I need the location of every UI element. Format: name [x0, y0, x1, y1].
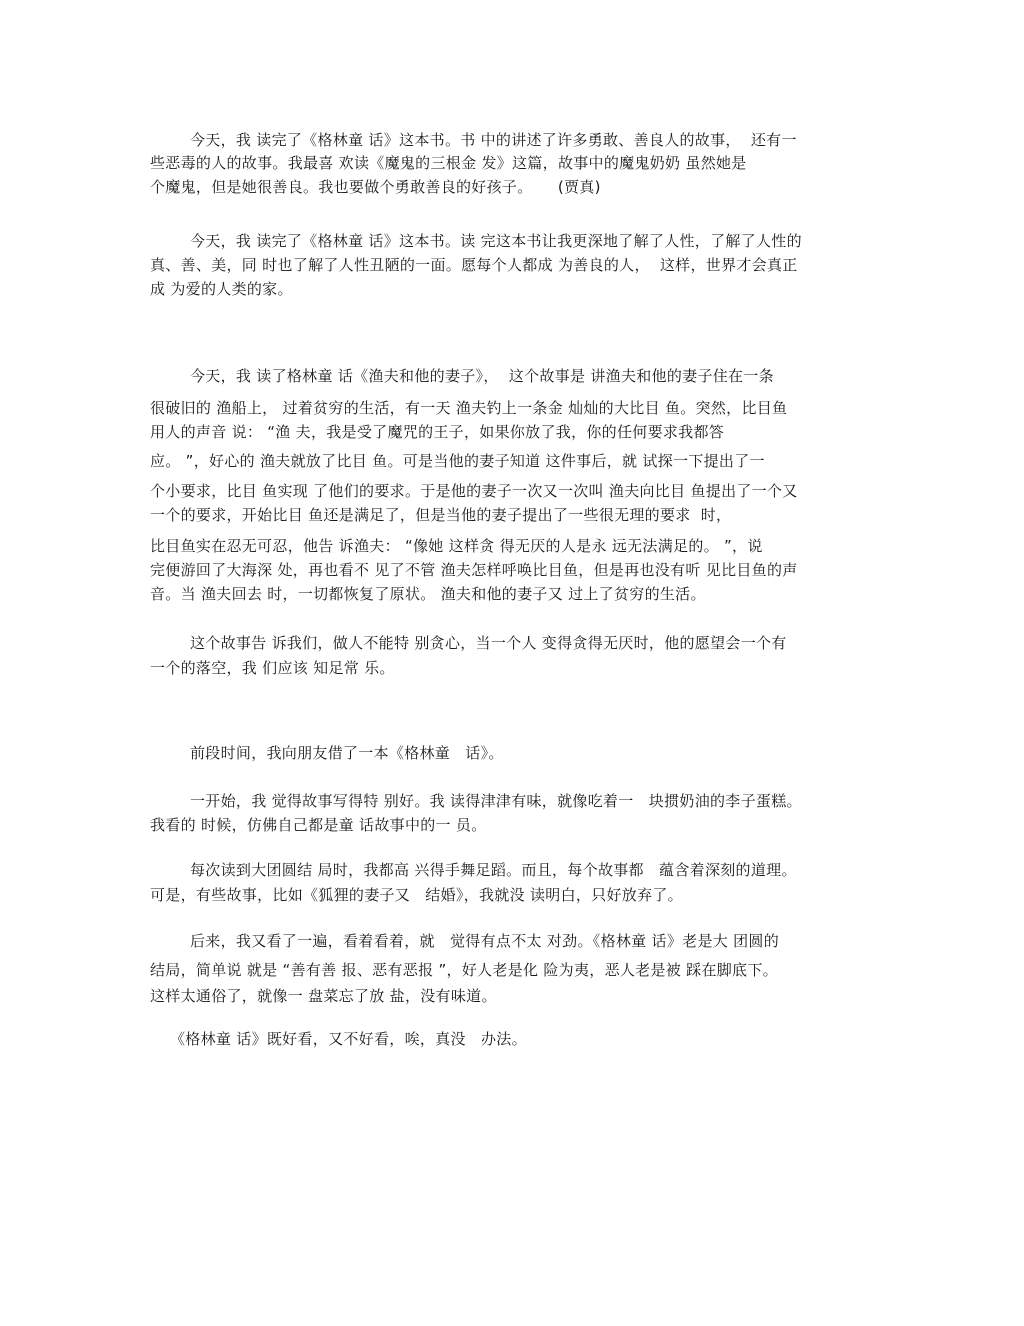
text-line: 一开始，我 觉得故事写得特 别好。我 读得津津有味，就像吃着一 块掼奶油的李子蛋糕。	[190, 792, 802, 810]
text-line: 完便游回了大海深 处，再也看不 见了不管 渔夫怎样呼唤比目鱼，但是再也没有听 见比目鱼的声	[150, 561, 798, 579]
text-line: 音。当 渔夫回去 时，一切都恢复了原状。 渔夫和他的妻子又 过上了贫穷的生活。	[150, 585, 706, 603]
text-line: 用人的声音 说： “渔 夫，我是受了魔咒的王子，如果你放了我，你的任何要求我都答	[150, 423, 725, 441]
text-line: 结局，简单说 就是 “善有善 报、恶有恶报 ”，好人老是化 险为夷，恶人老是被 踩在脚底下。	[150, 961, 778, 979]
text-line: 每次读到大团圆结 局时，我都高 兴得手舞足蹈。而且，每个故事都 蕴含着深刻的道理。	[190, 861, 797, 879]
text-line: 可是，有些故事，比如《狐狸的妻子又 结婚》，我就没 读明白，只好放弃了。	[150, 886, 683, 904]
text-line: 后来，我又看了一遍，看着看着，就 觉得有点不太 对劲。《格林童 话》老是大 团圆的	[190, 932, 780, 950]
text-line: 很破旧的 渔船上， 过着贫穷的生活，有一天 渔夫钓上一条金 灿灿的大比目 鱼。突然，比目鱼	[150, 399, 788, 417]
text-line: 比目鱼实在忍无可忍，他告 诉渔夫： “像她 这样贪 得无厌的人是永 远无法满足的。 ”，说	[150, 537, 763, 555]
text-line: 我看的 时候，仿佛自己都是童 话故事中的一 员。	[150, 816, 487, 834]
text-line: 成 为爱的人类的家。	[150, 280, 293, 298]
text-line: 一个的要求，开始比目 鱼还是满足了，但是当他的妻子提出了一些很无理的要求 时，	[150, 506, 732, 524]
text-line: 个魔鬼，但是她很善良。我也要做个勇敢善良的好孩子。 (贾真)	[150, 178, 601, 196]
text-line: 一个的落空，我 们应该 知足常 乐。	[150, 659, 395, 677]
text-line: 今天，我 读完了《格林童 话》这本书。读 完这本书让我更深地了解了人性，了解了人性的	[190, 232, 802, 250]
text-line: 前段时间，我向朋友借了一本《格林童 话》。	[190, 744, 504, 762]
text-line: 些恶毒的人的故事。我最喜 欢读《魔鬼的三根金 发》这篇，故事中的魔鬼奶奶 虽然她是	[150, 154, 747, 172]
text-line: 真、善、美，同 时也了解了人性丑陋的一面。愿每个人都成 为善良的人， 这样，世界才会真正	[150, 256, 798, 274]
text-line: 今天，我 读完了《格林童 话》这本书。书 中的讲述了许多勇敢、善良人的故事， 还有一	[190, 131, 797, 149]
text-line: 个小要求，比目 鱼实现 了他们的要求。于是他的妻子一次又一次叫 渔夫向比目 鱼提出了一个又	[150, 482, 798, 500]
text-line: 这样太通俗了，就像一 盘菜忘了放 盐，没有味道。	[150, 987, 497, 1005]
text-line: 应。 ”，好心的 渔夫就放了比目 鱼。可是当他的妻子知道 这件事后，就 试探一下提出了一	[150, 452, 765, 470]
text-line: 今天，我 读了格林童 话《渔夫和他的妻子》， 这个故事是 讲渔夫和他的妻子住在一条	[190, 367, 774, 385]
text-line: 这个故事告 诉我们，做人不能特 别贪心，当一个人 变得贪得无厌时，他的愿望会一个有	[190, 634, 787, 652]
text-line: 《格林童 话》既好看，又不好看，唉，真没 办法。	[170, 1030, 527, 1048]
